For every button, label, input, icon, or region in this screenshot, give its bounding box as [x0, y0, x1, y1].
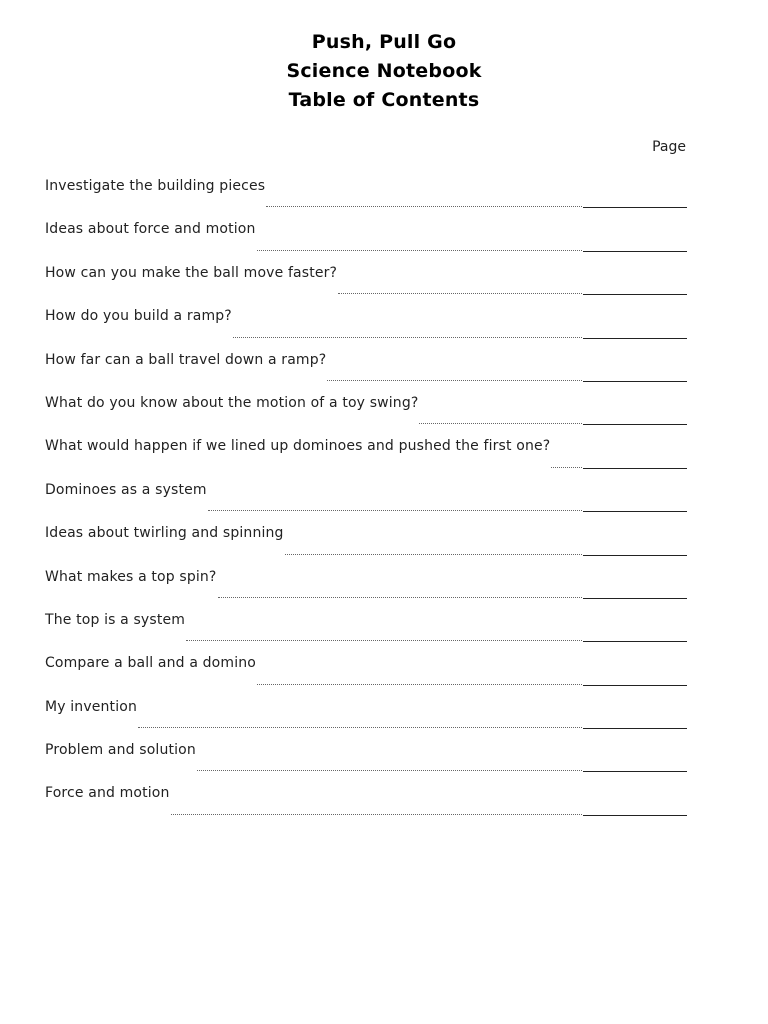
dot-leader — [338, 293, 582, 294]
dot-leader — [285, 554, 582, 555]
toc-entry — [45, 265, 687, 308]
toc-entry — [45, 569, 687, 612]
page-number-blank — [583, 641, 687, 642]
toc-entry — [45, 742, 687, 785]
dot-leader — [257, 684, 582, 685]
dot-leader — [327, 380, 582, 381]
toc-entry — [45, 612, 687, 655]
page-number-blank — [583, 468, 687, 469]
page-number-blank — [583, 251, 687, 252]
toc-entry-title: Ideas about twirling and spinning — [45, 525, 284, 542]
toc-entry — [45, 395, 687, 438]
toc-entry-title: What do you know about the motion of a toy swing? — [45, 394, 419, 411]
dot-leader — [138, 727, 582, 728]
toc-entry — [45, 482, 687, 525]
toc-entry-title: Ideas about force and motion — [45, 221, 256, 238]
toc-entry-title: Investigate the building pieces — [45, 178, 266, 194]
toc-entry — [45, 438, 687, 481]
dot-leader — [208, 510, 582, 511]
dot-leader — [197, 770, 582, 771]
toc-entry — [45, 308, 687, 351]
table-of-contents-list — [45, 178, 687, 829]
dot-leader — [266, 206, 582, 207]
toc-entry-title: Compare a ball and a domino — [45, 655, 256, 672]
title-notebook: Science Notebook — [286, 60, 482, 82]
dot-leader — [186, 640, 582, 641]
toc-entry-title: How far can a ball travel down a ramp? — [45, 351, 327, 368]
dot-leader — [171, 814, 582, 815]
toc-entry-title: What would happen if we lined up dominoes and pushed the first one? — [45, 438, 551, 455]
toc-entry — [45, 655, 687, 698]
title-block — [0, 28, 768, 115]
dot-leader — [218, 597, 582, 598]
toc-entry — [45, 352, 687, 395]
toc-entry-title: What makes a top spin? — [45, 568, 217, 585]
dot-leader — [257, 250, 582, 251]
title-table-of-contents: Table of Contents — [288, 89, 480, 111]
page-number-blank — [583, 598, 687, 599]
toc-entry — [45, 785, 687, 828]
toc-entry-title: My invention — [45, 698, 137, 715]
page-number-blank — [583, 555, 687, 556]
page-number-blank — [583, 685, 687, 686]
toc-entry-title: Dominoes as a system — [45, 481, 207, 498]
page-number-blank — [583, 511, 687, 512]
title-unit-name: Push, Pull Go — [311, 31, 457, 53]
page-number-blank — [583, 815, 687, 816]
toc-entry — [45, 221, 687, 264]
dot-leader — [419, 423, 582, 424]
toc-entry-title: How can you make the ball move faster? — [45, 264, 338, 281]
page-number-blank — [583, 338, 687, 339]
page-column-label: Page — [652, 139, 686, 155]
toc-entry-title: The top is a system — [45, 611, 186, 628]
page-number-blank — [583, 424, 687, 425]
page-number-blank — [583, 381, 687, 382]
dot-leader — [551, 467, 582, 468]
page-number-blank — [583, 207, 687, 208]
dot-leader — [233, 337, 582, 338]
page-number-blank — [583, 728, 687, 729]
page-number-blank — [583, 294, 687, 295]
toc-entry — [45, 525, 687, 568]
toc-entry-title: How do you build a ramp? — [45, 308, 232, 325]
toc-entry — [45, 178, 687, 221]
toc-entry-title: Problem and solution — [45, 742, 196, 759]
toc-entry — [45, 699, 687, 742]
page-number-blank — [583, 771, 687, 772]
toc-entry-title: Force and motion — [45, 785, 170, 802]
